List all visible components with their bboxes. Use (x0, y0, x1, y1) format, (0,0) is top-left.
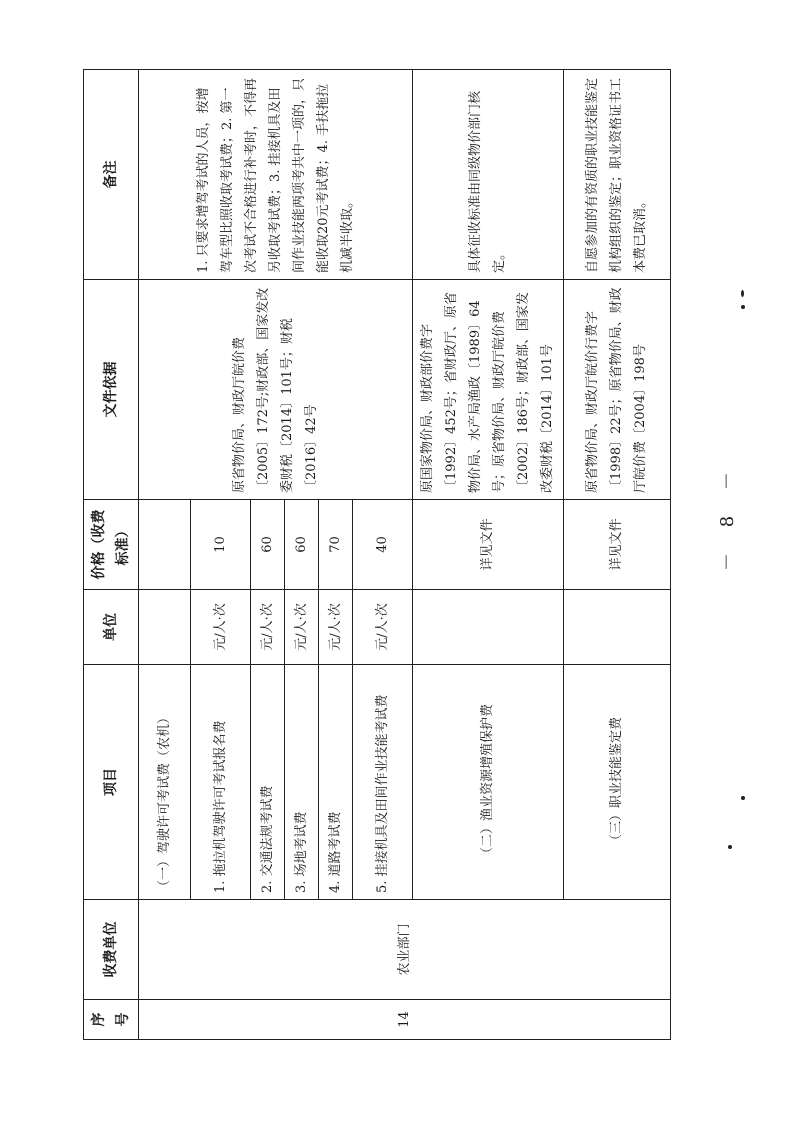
group1-remark: 1. 只要求增驾考试的人员，按增驾车型比照收取考试费；2. 第一次考试不合格进行补考时，不得再另收取考试费；3. 挂接机具及田间作业技能两项考共中一项的，只能收取20元考试费；4. 手扶拖拉机减半收取。 (139, 70, 413, 280)
header-unit: 单位 (84, 590, 139, 665)
scan-speck (741, 305, 745, 309)
item-price: 10 (191, 500, 251, 590)
item-unit: 元/人·次 (319, 590, 353, 665)
seq-cell: 14 (139, 1000, 671, 1040)
item-unit: 元/人·次 (285, 590, 319, 665)
group3-remark: 自愿参加的有资质的职业技能鉴定机构组织的鉴定；职业资格证书工本费已取消。 (564, 70, 671, 280)
table-row (139, 70, 191, 1040)
item-name: 1. 拖拉机驾驶许可考试报名费 (191, 665, 251, 900)
group2-title: （二）渔业资源增殖保护费 (413, 665, 564, 900)
fee-table (83, 69, 671, 1040)
header-unit-org: 收费单位 (84, 900, 139, 1000)
group1-title: （一）驾驶许可考试费（农机） (139, 665, 191, 900)
item-unit: 元/人·次 (191, 590, 251, 665)
item-name: 4. 道路考试费 (319, 665, 353, 900)
item-name: 3. 场地考试费 (285, 665, 319, 900)
header-basis: 文件依据 (84, 280, 139, 500)
group2-price: 详见文件 (413, 500, 564, 590)
item-unit: 元/人·次 (251, 590, 285, 665)
item-name: 2. 交通法规考试费 (251, 665, 285, 900)
table-header-row (84, 70, 139, 1040)
scan-speck (741, 796, 745, 800)
item-price: 40 (353, 500, 413, 590)
item-price: 70 (319, 500, 353, 590)
org-cell: 农业部门 (139, 900, 671, 1000)
page-number: － 8 － (717, 462, 738, 571)
header-seq: 序号 (84, 1000, 139, 1040)
item-name: 5. 挂接机具及田间作业技能考试费 (353, 665, 413, 900)
item-price: 60 (251, 500, 285, 590)
table-row (413, 70, 564, 1040)
header-item: 项目 (84, 665, 139, 900)
header-remark: 备注 (84, 70, 139, 280)
group2-remark: 具体征收标准由同级物价部门核定。 (413, 70, 564, 280)
group3-title: （三）职业技能鉴定费 (564, 665, 671, 900)
group1-basis: 原省物价局、财政厅皖价费〔2005〕172号;财政部、国家发改委财税〔2014〕101号；财税〔2016〕42号 (139, 280, 413, 500)
item-unit: 元/人·次 (353, 590, 413, 665)
group3-price: 详见文件 (564, 500, 671, 590)
table-row (564, 70, 671, 1040)
scan-speck (728, 845, 732, 849)
group3-basis: 原省物价局、财政厅皖价行费字〔1998〕22号；原省物价局、财政厅皖价费〔2004〕198号 (564, 280, 671, 500)
group2-basis: 原国家物价局、财政部价费字〔1992〕452号；省财政厅、原省物价局、水产局渔政〔1989〕64号；原省物价局、财政厅皖价费〔2002〕186号；财政部、国家发改委财税〔2014〕101号 (413, 280, 564, 500)
item-price: 60 (285, 500, 319, 590)
header-price: 价格（收费标准） (84, 500, 139, 590)
scan-speck (741, 290, 744, 297)
